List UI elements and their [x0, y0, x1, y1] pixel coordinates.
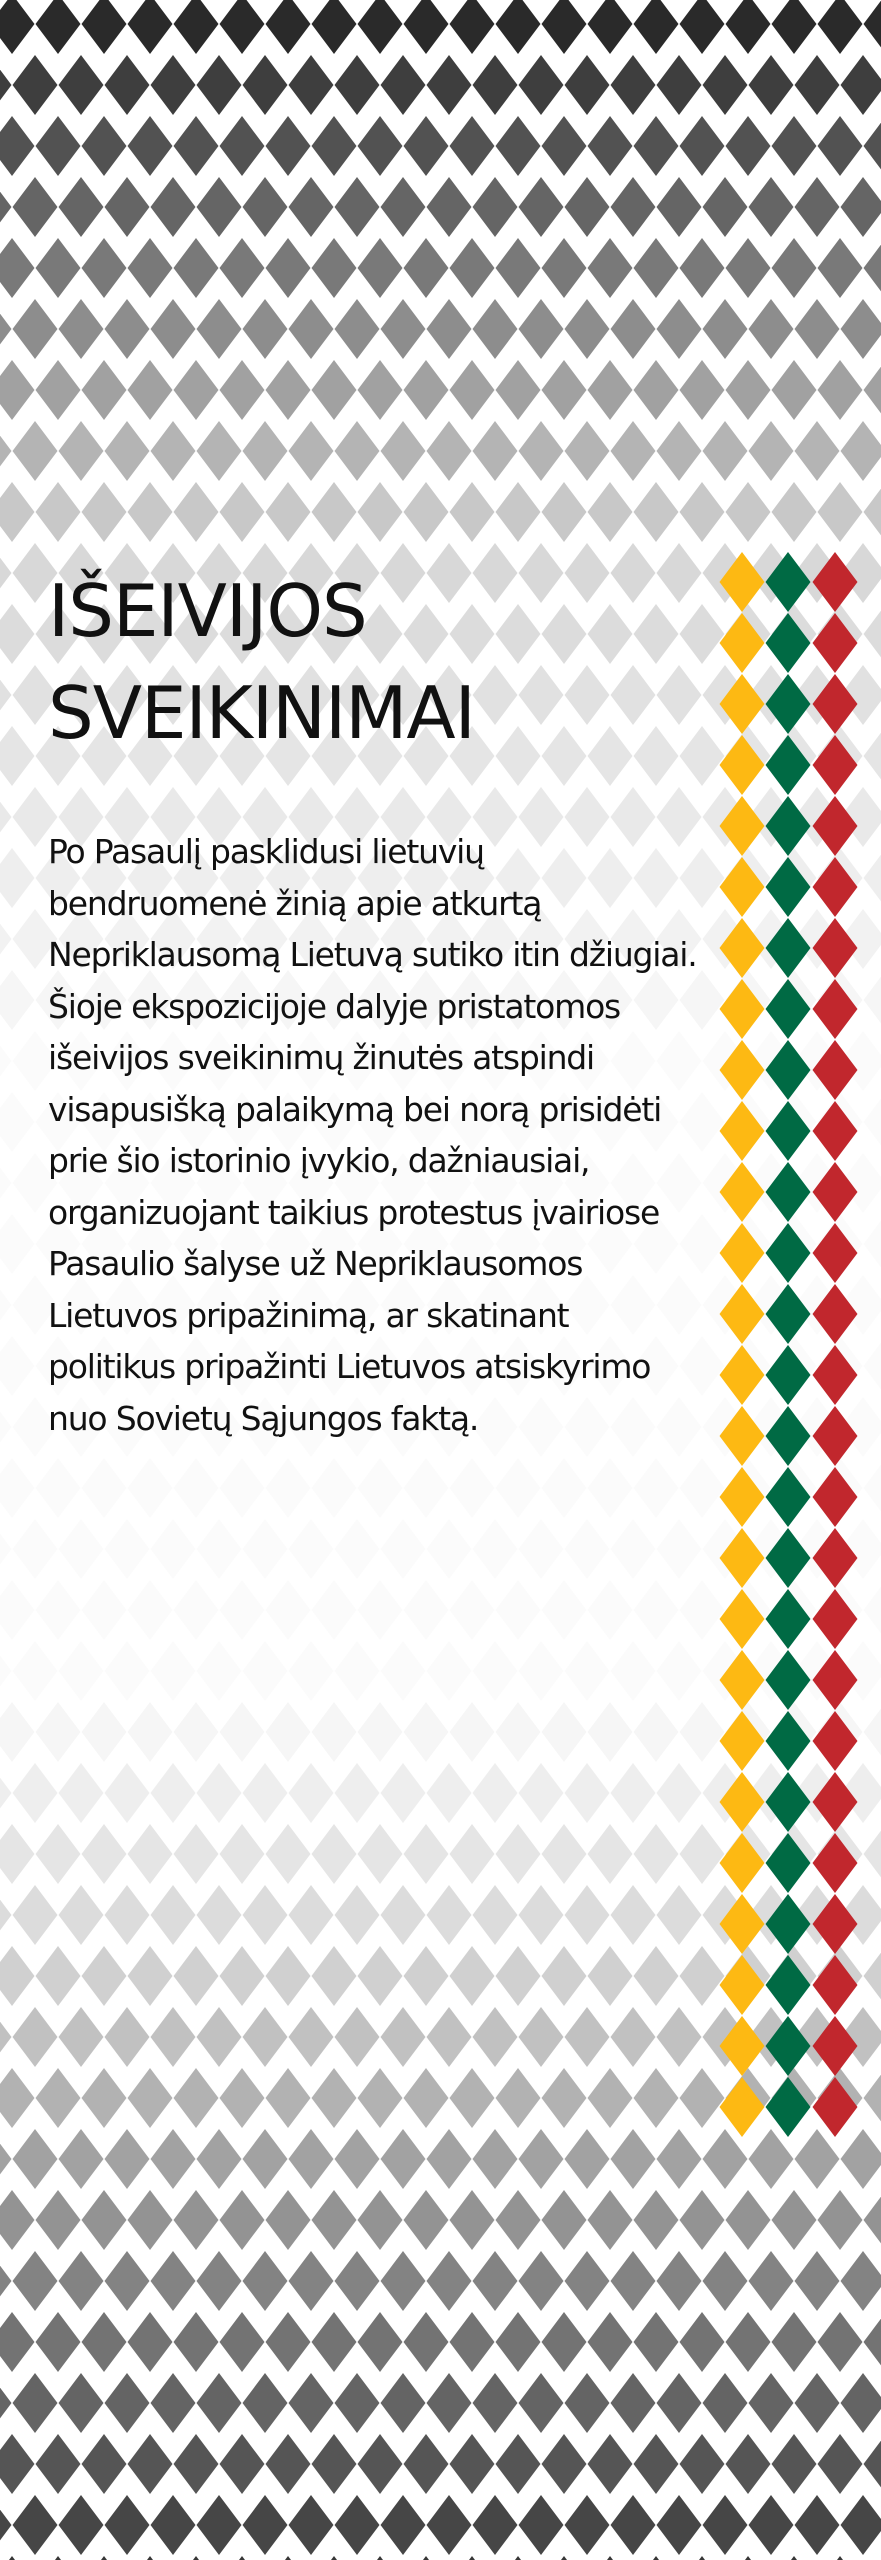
flag-diamond-red — [813, 857, 858, 917]
flag-diamond-yellow — [720, 552, 765, 612]
flag-diamond-red — [813, 1589, 858, 1649]
flag-diamond-green — [766, 1711, 811, 1771]
flag-diamond-green — [766, 1162, 811, 1222]
description-text — [48, 826, 728, 1444]
flag-diamond-red — [813, 1284, 858, 1344]
flag-diamond-green — [766, 796, 811, 856]
description-line: nuo Sovietų Sąjungos faktą. — [48, 1398, 479, 1438]
flag-diamond-green — [766, 552, 811, 612]
description-line: Po Pasaulį pasklidusi lietuvių — [48, 832, 484, 871]
flag-diamond-red — [813, 1711, 858, 1771]
flag-diamond-green — [766, 2077, 811, 2137]
flag-diamond-red — [813, 1467, 858, 1527]
flag-diamond-red — [813, 1772, 858, 1832]
description-line: Pasaulio šalyse už Nepriklausomos — [48, 1244, 583, 1283]
flag-diamond-red — [813, 1406, 858, 1466]
flag-diamond-green — [766, 1406, 811, 1466]
flag-diamond-yellow — [720, 1772, 765, 1832]
flag-diamond-red — [813, 1650, 858, 1710]
flag-diamond-red — [813, 1894, 858, 1954]
flag-diamond-green — [766, 1650, 811, 1710]
flag-diamond-green — [766, 2016, 811, 2076]
flag-diamond-yellow — [720, 1589, 765, 1649]
flag-diamond-green — [766, 1589, 811, 1649]
flag-diamond-red — [813, 796, 858, 856]
flag-diamond-red — [813, 1040, 858, 1100]
flag-diamond-red — [813, 552, 858, 612]
flag-diamond-yellow — [720, 1528, 765, 1588]
flag-diamond-red — [813, 1223, 858, 1283]
flag-diamond-red — [813, 1345, 858, 1405]
description-line: Lietuvos pripažinimą, ar skatinant — [48, 1295, 569, 1335]
flag-diamond-red — [813, 979, 858, 1039]
flag-diamond-green — [766, 1284, 811, 1344]
description-line: organizuojant taikius protestus įvairiose — [48, 1192, 660, 1232]
flag-diamond-yellow — [720, 735, 765, 795]
flag-diamond-green — [766, 1955, 811, 2015]
flag-diamond-green — [766, 735, 811, 795]
flag-diamond-yellow — [720, 1650, 765, 1710]
flag-diamond-yellow — [720, 2016, 765, 2076]
flag-diamond-red — [813, 674, 858, 734]
description-line: Nepriklausomą Lietuvą sutiko itin džiugiai. — [48, 935, 697, 974]
flag-diamond-yellow — [720, 613, 765, 673]
flag-diamond-green — [766, 918, 811, 978]
flag-diamond-yellow — [720, 1711, 765, 1771]
description-line: bendruomenė žinią apie atkurtą — [48, 883, 542, 923]
flag-diamond-green — [766, 1894, 811, 1954]
flag-diamond-green — [766, 1040, 811, 1100]
flag-diamond-green — [766, 1467, 811, 1527]
flag-diamond-red — [813, 1101, 858, 1161]
title-line-2: SVEIKINIMAI — [48, 671, 475, 755]
flag-diamond-yellow — [720, 1894, 765, 1954]
flag-diamond-red — [813, 1955, 858, 2015]
flag-diamond-green — [766, 1772, 811, 1832]
flag-diamond-red — [813, 918, 858, 978]
description-line: Šioje ekspozicijoje dalyje pristatomos — [48, 986, 621, 1026]
flag-diamond-yellow — [720, 1833, 765, 1893]
flag-diamond-green — [766, 613, 811, 673]
flag-diamond-red — [813, 613, 858, 673]
flag-diamond-yellow — [720, 1467, 765, 1527]
flag-diamond-red — [813, 2077, 858, 2137]
flag-diamond-green — [766, 857, 811, 917]
flag-diamond-green — [766, 674, 811, 734]
flag-diamond-green — [766, 1528, 811, 1588]
flag-diamond-red — [813, 1162, 858, 1222]
flag-diamond-green — [766, 1833, 811, 1893]
description-line: politikus pripažinti Lietuvos atsiskyrimo — [48, 1347, 651, 1386]
flag-diamond-yellow — [720, 674, 765, 734]
flag-diamond-yellow — [720, 2077, 765, 2137]
flag-diamond-green — [766, 1345, 811, 1405]
flag-diamond-red — [813, 1833, 858, 1893]
flag-diamond-yellow — [720, 1955, 765, 2015]
page-title — [48, 560, 668, 764]
description-line: visapusišką palaikymą bei norą prisidėti — [48, 1089, 662, 1129]
flag-diamond-green — [766, 979, 811, 1039]
description-line: išeivijos sveikinimų žinutės atspindi — [48, 1038, 595, 1077]
flag-diamond-red — [813, 2016, 858, 2076]
flag-diamond-green — [766, 1223, 811, 1283]
flag-diamond-green — [766, 1101, 811, 1161]
description-line: prie šio istorinio įvykio, dažniausiai, — [48, 1141, 590, 1180]
flag-diamond-red — [813, 735, 858, 795]
flag-diamond-red — [813, 1528, 858, 1588]
title-line-1: IŠEIVIJOS — [48, 569, 367, 653]
